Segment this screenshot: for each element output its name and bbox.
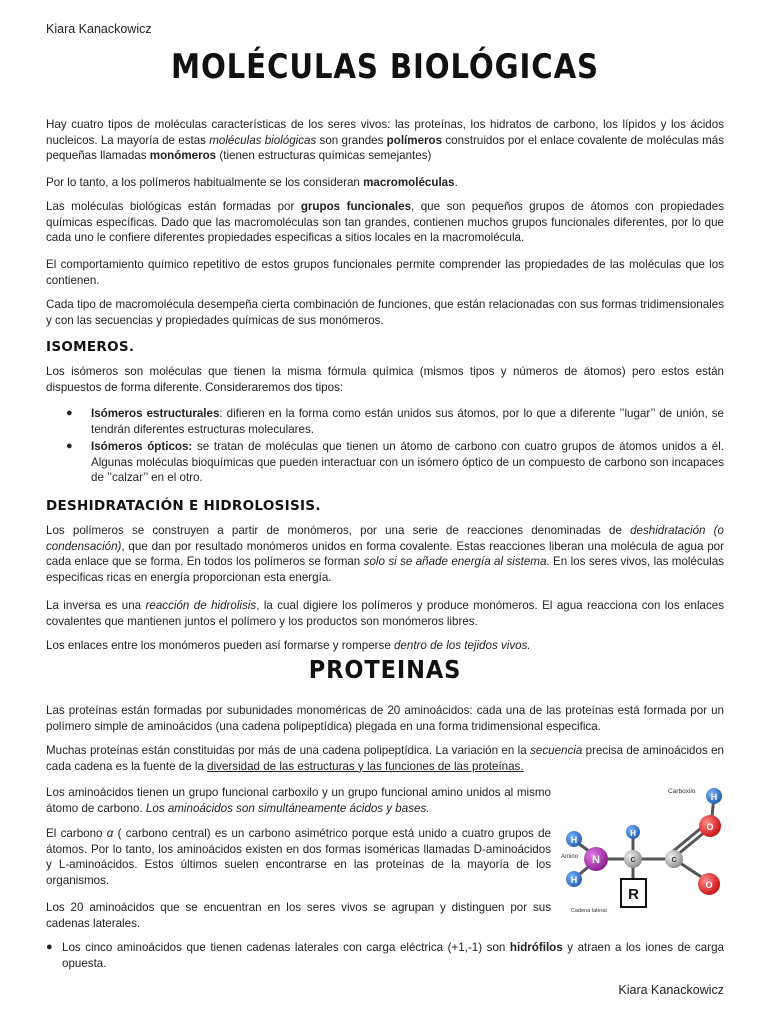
proteinas-paragraph-2: Muchas proteínas están constituidas por más de una cadena polipeptídica. La variación en la secuencia precisa de aminoácidos en cada cadena es la fuente de la diversidad de las estructuras y las funciones de las proteínas.	[46, 744, 725, 773]
intro-paragraph-5: Cada tipo de macromolécula desempeña cierta combinación de funciones, que están relacionadas con sus formas tridimensionales y con las secuencias y propiedades químicas de sus monómeros.	[46, 298, 724, 327]
deshidratacion-paragraph-3: Los enlaces entre los monómeros pueden así formarse y romperse dentro de los tejidos vivos.	[46, 639, 531, 652]
intro-paragraph-4: El comportamiento químico repetitivo de estos grupos funcionales permite comprender las propiedades de las moléculas que los contienen.	[46, 258, 724, 287]
proteinas-paragraph-5: Los 20 aminoácidos que se encuentran en los seres vivos se agrupan y distinguen por sus cadenas laterales.	[46, 901, 551, 930]
atom-label: H	[630, 829, 636, 838]
atom-label: H	[570, 835, 578, 845]
section-heading-isomeros: ISOMEROS.	[46, 339, 135, 355]
atom-label: O	[705, 880, 713, 890]
bullet-icon: ●	[46, 941, 53, 953]
deshidratacion-paragraph-2: La inversa es una reacción de hidrolisis, la cual digiere los polímeros y produce monómeros. El agua reacciona con los enlaces covalentes que mantienen juntos el polímero y los productos son monómeros libres.	[46, 599, 725, 628]
list-item: ● Isómeros ópticos: se tratan de moléculas que tienen un átomo de carbono con cuatro grupos de átomos unidos a él. Algunas moléculas bioquímicas que pueden interactuar con un isómero óptico de un compuesto de carbono son incapaces de ’’calzar’’ en el otro.	[66, 440, 724, 485]
page-title	[93, 47, 676, 87]
list-item: ● Isómeros estructurales: difieren en la forma como están unidos sus átomos, por lo que a diferente ’’lugar’’ de unión, se tendrán diferentes estructuras moleculares.	[66, 407, 724, 436]
label-carboxilo: Carboxilo	[668, 788, 696, 795]
section-title-proteinas: PROTEINAS	[308, 655, 462, 684]
atom-label: H	[570, 875, 578, 885]
section-heading-deshidratacion: DESHIDRATACIÓN E HIDROLOSISIS.	[46, 498, 321, 514]
deshidratacion-paragraph-1: Los polímeros se construyen a partir de monómeros, por una serie de reacciones denominadas de deshidratación (o condensación), que dan por resultado monómeros unidos en forma covalente. Estas reacciones liberan una molécula de agua por cada enlace que se forma. En todos los polímeros se forman solo si se añade energía al sistema. En los seres vivos, las moléculas especificas ricas en energía proporcionan esta energía.	[46, 524, 724, 584]
atom-label: O	[706, 822, 714, 832]
proteinas-paragraph-4: El carbono α ( carbono central) es un carbono asimétrico porque está unido a cuatro grupos de átomos. Por lo tanto, los aminoácidos existen en dos formas isoméricas llamadas D-aminoácidos y L-aminoácidos. Estos últimos suelen encontrarse en las proteínas de la mayoría de los organismos.	[46, 827, 551, 887]
author-header: Kiara Kanackowicz	[46, 22, 152, 36]
title-word-1: MOLÉCULAS	[171, 47, 379, 87]
label-amino: Amino	[561, 854, 579, 860]
atom-label: N	[592, 854, 600, 866]
atom-label: R	[628, 886, 639, 903]
atom-label: C	[671, 857, 677, 864]
intro-paragraph-3: Las moléculas biológicas están formadas por grupos funcionales, que son pequeños grupos de átomos con propiedades químicas específicas. Dado que las macromoléculas son tan grandes, contienen muchos grupos funcionales diferentes, por lo que cada uno le confiere diferentes propiedades especificas a sitios locales en la macromolécula.	[46, 200, 724, 245]
title-word-2: BIOLÓGICAS	[389, 47, 599, 87]
proteinas-paragraph-1: Las proteínas están formadas por subunidades monoméricas de 20 aminoácidos: cada una de las proteínas está formada por un polímero simple de aminoácidos (una cadena polipeptídica) plegada en una forma tridimensional especifica.	[46, 704, 724, 733]
bullet-icon: ●	[66, 440, 73, 453]
intro-paragraph-2: Por lo tanto, a los polímeros habitualmente se los consideran macromoléculas.	[46, 176, 458, 189]
proteinas-paragraph-3: Los aminoácidos tienen un grupo funcional carboxilo y un grupo funcional amino unidos al mismo átomo de carbono. Los aminoácidos son simultáneamente ácidos y bases.	[46, 786, 551, 815]
atom-label: C	[630, 857, 636, 864]
intro-paragraph-1: Hay cuatro tipos de moléculas características de los seres vivos: las proteínas, los hidratos de carbono, los lípidos y los ácidos nucleicos. La mayoría de estas moléculas biológicas son grandes polímeros construidos por el enlace covalente de moléculas más pequeñas llamadas monómeros (tienen estructuras químicas semejantes)	[46, 118, 725, 163]
author-footer: Kiara Kanackowicz	[618, 983, 724, 997]
label-cadena-lateral: Cadena lateral	[571, 908, 607, 914]
amino-acid-diagram	[556, 782, 726, 917]
isomeros-paragraph: Los isómeros son moléculas que tienen la misma fórmula química (mismos tipos y números de átomos) pero estos están dispuestos de forma diferente. Consideraremos dos tipos:	[46, 365, 724, 394]
bullet-icon: ●	[66, 407, 73, 419]
list-item: ● Los cinco aminoácidos que tienen cadenas laterales con carga eléctrica (+1,-1) son hidrófilos y atraen a los iones de carga opuesta.	[46, 941, 724, 970]
isomeros-list	[46, 406, 724, 488]
proteinas-list	[46, 940, 724, 973]
atom-label: H	[710, 792, 718, 802]
